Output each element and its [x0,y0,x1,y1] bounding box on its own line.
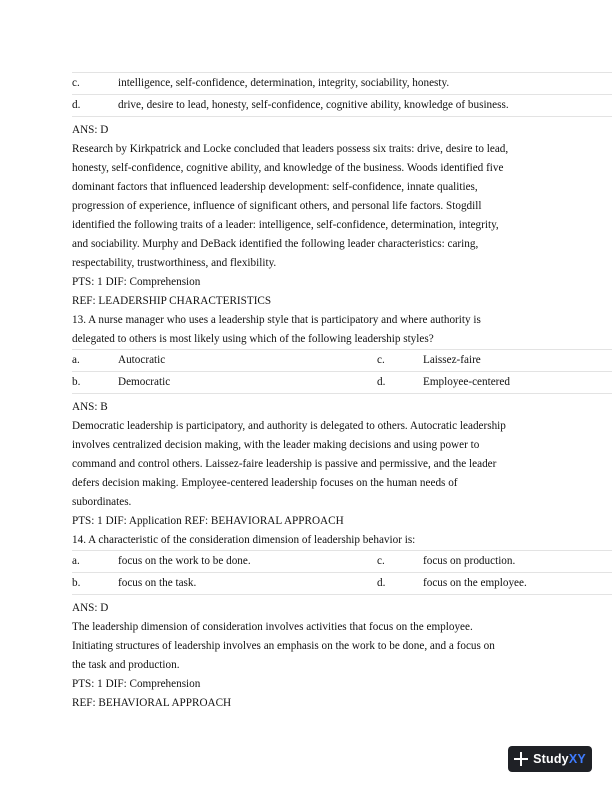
option-letter: d. [72,99,81,111]
q14-rationale-line: the task and production. [72,659,180,671]
q14-stem-line: 14. A characteristic of the consideration dimension of leadership behavior is: [72,534,416,546]
q14-option-row [72,573,612,595]
option-letter: c. [72,77,80,89]
document-content [72,72,612,713]
q13-rationale-line: command and control others. Laissez-faire leadership is passive and permissive, and the leader [72,458,497,470]
q13-pts: PTS: 1 DIF: Application REF: BEHAVIORAL APPROACH [72,515,344,527]
q13-option-row [72,349,612,372]
option-letter: b. [72,577,81,589]
option-text: drive, desire to lead, honesty, self-confidence, cognitive ability, knowledge of business. [118,99,509,111]
option-letter: c. [377,555,385,567]
option-text: focus on the employee. [423,577,527,589]
option-text: Autocratic [118,354,166,366]
q12-rationale-line: respectability, trustworthiness, and flexibility. [72,257,277,269]
q12-rationale-line: Research by Kirkpatrick and Locke concluded that leaders possess six traits: drive, desire to lead, [72,143,509,155]
option-letter: b. [72,376,81,388]
q12-answer: ANS: D [72,124,109,136]
brand-accent-text: XY [568,751,586,766]
q13-option-row [72,372,612,394]
q13-rationale-line: involves centralized decision making, with the leader making decisions and using power to [72,439,480,451]
q14-option-row [72,550,612,573]
option-text: Laissez-faire [423,354,481,366]
q12-rationale-line: progression of experience, influence of significant others, and personal life factors. Stogdill [72,200,482,212]
option-letter: a. [72,354,80,366]
option-letter: d. [377,577,386,589]
q12-ref: REF: LEADERSHIP CHARACTERISTICS [72,295,272,307]
q12-rationale-line: dominant factors that influenced leadership development: self-confidence, innate qualities, [72,181,478,193]
q12-rationale-line: honesty, self-confidence, cognitive ability, and knowledge of the business. Woods identified five [72,162,504,174]
option-text: focus on production. [423,555,516,567]
q14-rationale-line: The leadership dimension of consideration involves activities that focus on the employee. [72,621,473,633]
q13-stem-line: delegated to others is most likely using which of the following leadership styles? [72,333,434,345]
q13-rationale-line: defers decision making. Employee-centered leadership focuses on the human needs of [72,477,458,489]
q13-stem-line: 13. A nurse manager who uses a leadership style that is participatory and where authority is [72,314,481,326]
q12-rationale-line: and sociability. Murphy and DeBack identified the following leader characteristics: caring, [72,238,479,250]
q13-answer: ANS: B [72,401,108,413]
q13-rationale-line: subordinates. [72,496,132,508]
option-letter: c. [377,354,385,366]
q14-ref: REF: BEHAVIORAL APPROACH [72,697,232,709]
option-text: intelligence, self-confidence, determination, integrity, sociability, honesty. [118,77,450,89]
brand-text: Study [533,751,569,766]
q12-option-row-c [72,72,612,95]
q14-rationale-line: Initiating structures of leadership involves an emphasis on the work to be done, and a focus on [72,640,495,652]
q14-pts: PTS: 1 DIF: Comprehension [72,678,201,690]
q13-rationale-line: Democratic leadership is participatory, and authority is delegated to others. Autocratic leadership [72,420,506,432]
plus-icon [514,752,528,766]
option-text: Democratic [118,376,171,388]
q12-rationale-line: identified the following traits of a leader: intelligence, self-confidence, determination, integrity, [72,219,499,231]
option-text: focus on the task. [118,577,197,589]
q12-pts: PTS: 1 DIF: Comprehension [72,276,201,288]
q14-answer: ANS: D [72,602,109,614]
option-letter: d. [377,376,386,388]
option-letter: a. [72,555,80,567]
studyxy-badge[interactable] [508,746,592,772]
option-text: Employee-centered [423,376,510,388]
option-text: focus on the work to be done. [118,555,251,567]
q12-option-row-d [72,95,612,117]
